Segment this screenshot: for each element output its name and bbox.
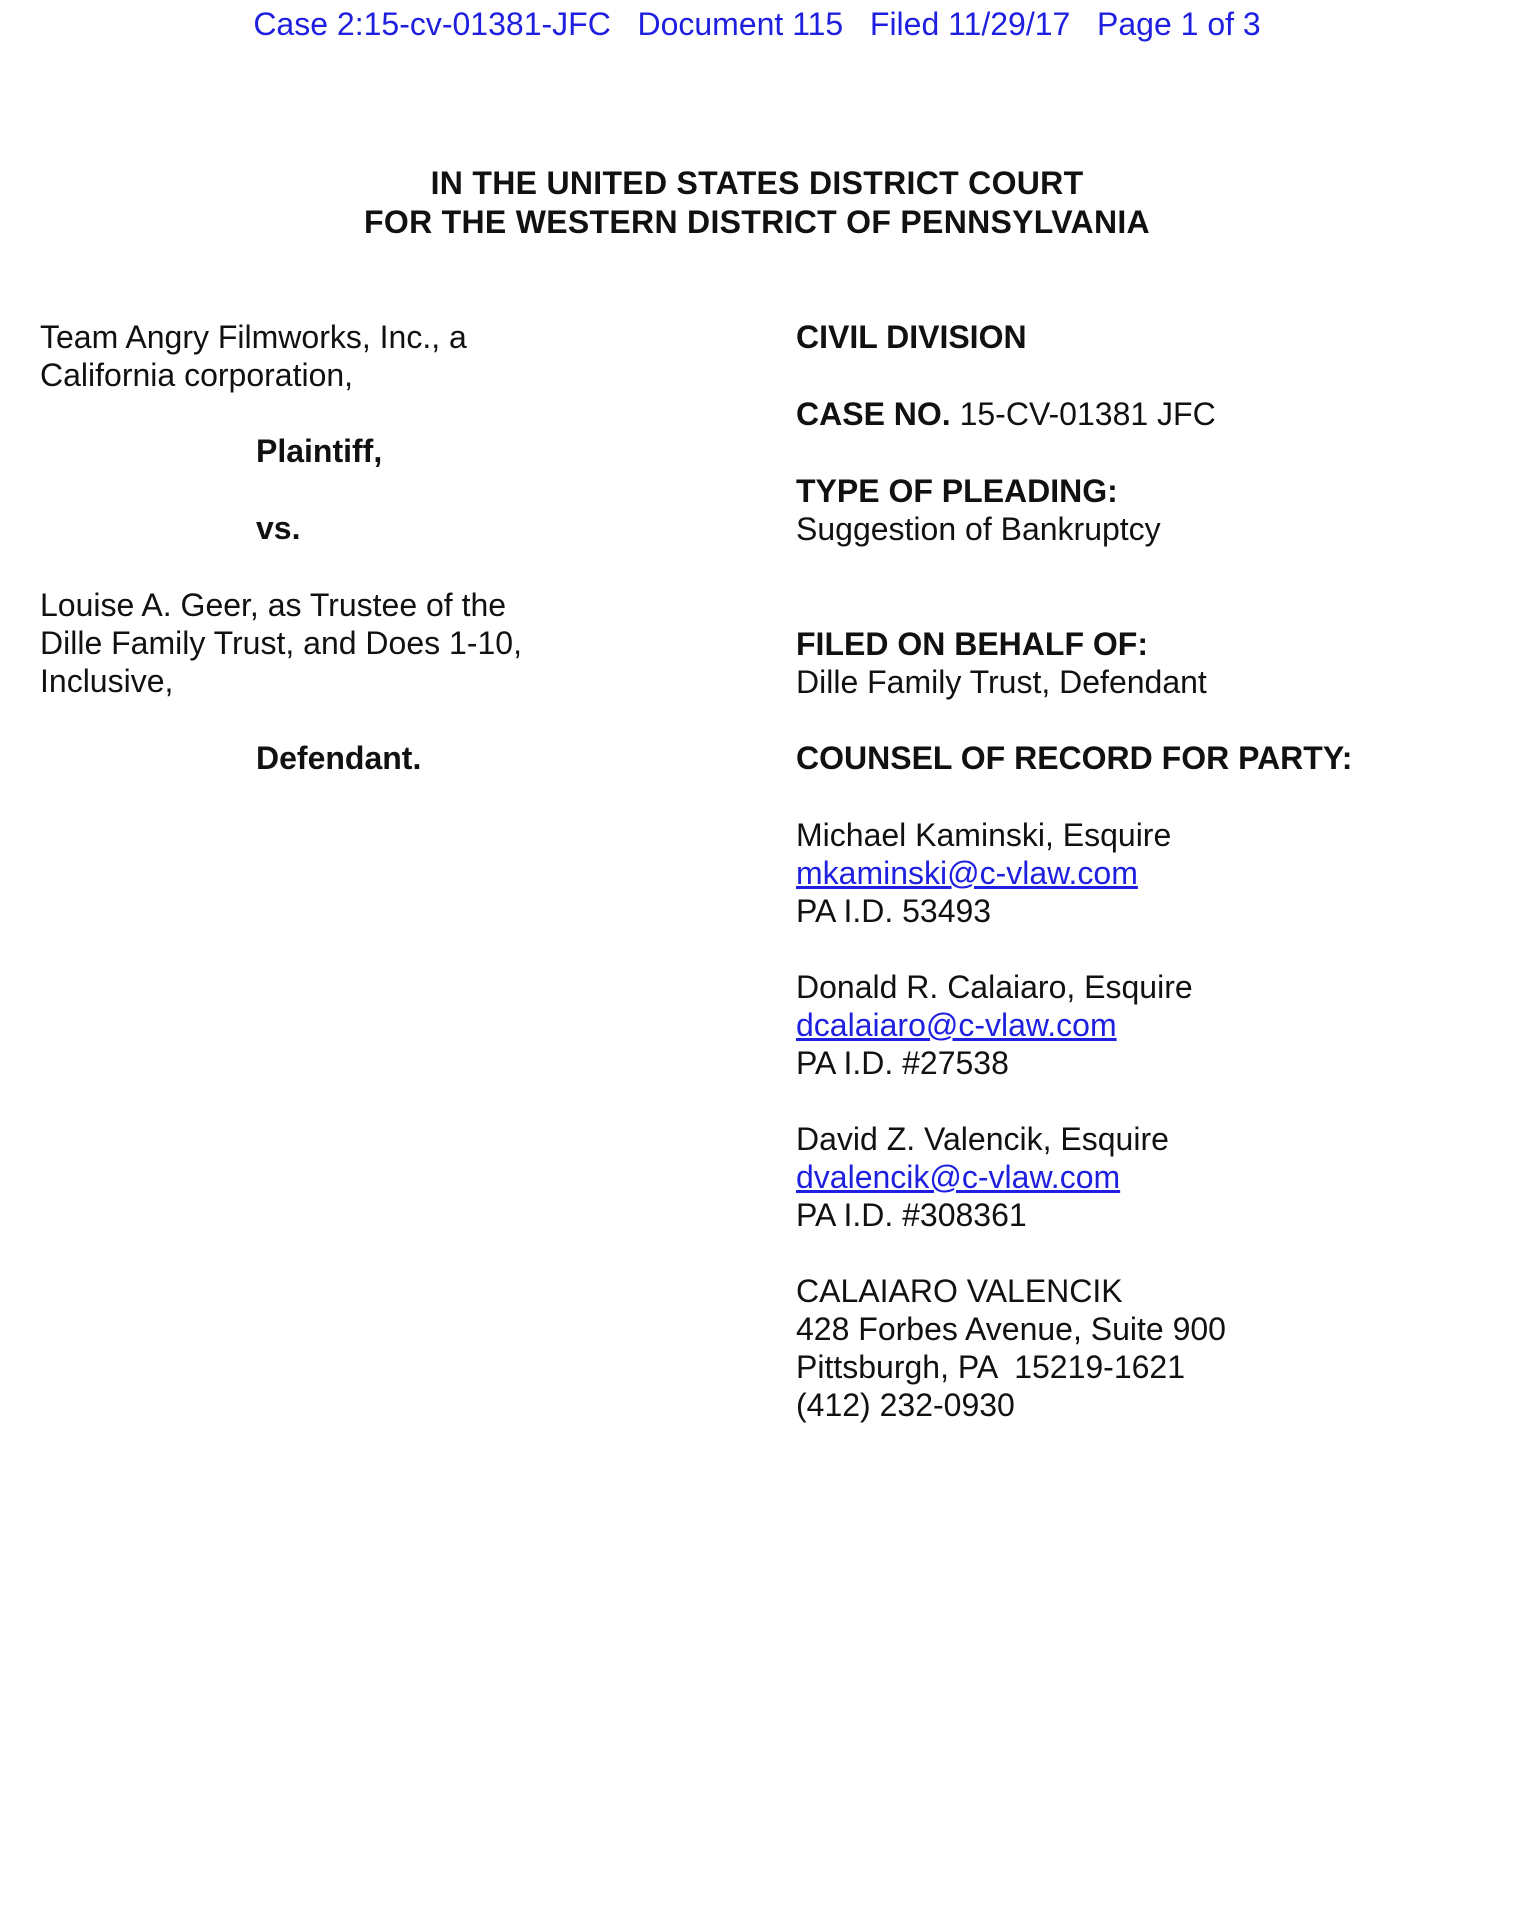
case-number <box>796 395 1216 433</box>
case-number-value: 15-CV-01381 JFC <box>959 396 1216 432</box>
stamp-page: Page 1 of 3 <box>1097 6 1261 42</box>
counsel-email-link[interactable]: mkaminski@c-vlaw.com <box>796 855 1138 891</box>
counsel-block-valencik <box>796 1120 1169 1234</box>
plaintiff-name: Team Angry Filmworks, Inc., a California corporation, <box>40 319 467 393</box>
counsel-email-link[interactable]: dcalaiaro@c-vlaw.com <box>796 1007 1117 1043</box>
stamp-document: Document 115 <box>637 6 844 42</box>
filed-on-behalf <box>796 625 1207 701</box>
firm-name: CALAIARO VALENCIK <box>796 1273 1123 1309</box>
counsel-name: Donald R. Calaiaro, Esquire <box>796 969 1193 1005</box>
defendant-name: Louise A. Geer, as Trustee of the Dille Family Trust, and Does 1-10, Inclusive, <box>40 587 522 699</box>
plaintiff-role: Plaintiff, <box>256 433 383 469</box>
stamp-case: Case 2:15-cv-01381-JFC <box>253 6 611 42</box>
counsel-pa-id: PA I.D. #308361 <box>796 1197 1027 1233</box>
counsel-block-calaiaro <box>796 968 1193 1082</box>
counsel-name: Michael Kaminski, Esquire <box>796 817 1172 853</box>
ecf-header-stamp <box>0 4 1514 44</box>
court-heading-line1: IN THE UNITED STATES DISTRICT COURT <box>430 165 1084 201</box>
counsel-email-link[interactable]: dvalencik@c-vlaw.com <box>796 1159 1121 1195</box>
case-number-label: CASE NO. <box>796 396 951 432</box>
court-heading-line2: FOR THE WESTERN DISTRICT OF PENNSYLVANIA <box>364 204 1150 240</box>
versus-label: vs. <box>256 510 301 546</box>
civil-division: CIVIL DIVISION <box>796 319 1027 355</box>
defendant-role: Defendant. <box>256 740 422 776</box>
pleading-label: TYPE OF PLEADING: <box>796 473 1118 509</box>
counsel-label: COUNSEL OF RECORD FOR PARTY: <box>796 740 1353 776</box>
counsel-pa-id: PA I.D. #27538 <box>796 1045 1009 1081</box>
firm-phone: (412) 232-0930 <box>796 1387 1015 1423</box>
counsel-block-kaminski <box>796 816 1171 930</box>
type-of-pleading <box>796 472 1161 548</box>
firm-address1: 428 Forbes Avenue, Suite 900 <box>796 1311 1226 1347</box>
filed-on-behalf-label: FILED ON BEHALF OF: <box>796 626 1148 662</box>
stamp-filed: Filed 11/29/17 <box>869 6 1071 42</box>
pleading-value: Suggestion of Bankruptcy <box>796 511 1161 547</box>
court-heading <box>0 164 1514 242</box>
filed-on-behalf-value: Dille Family Trust, Defendant <box>796 664 1207 700</box>
counsel-pa-id: PA I.D. 53493 <box>796 893 992 929</box>
counsel-name: David Z. Valencik, Esquire <box>796 1121 1169 1157</box>
firm-block <box>796 1272 1226 1424</box>
firm-address2: Pittsburgh, PA 15219-1621 <box>796 1349 1186 1385</box>
